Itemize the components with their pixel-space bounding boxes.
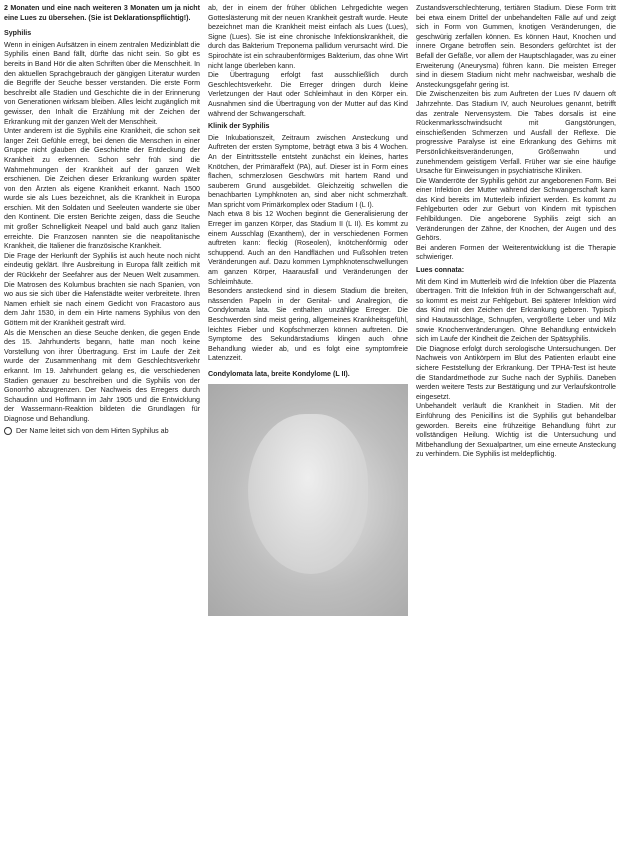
column-3 <box>416 4 616 840</box>
paragraph: Die Diagnose erfolgt durch serologische Untersuchungen. Der Nachweis von Antikörpern im Blut des Patienten erlaubt eine sichere Feststellung der Erkrankung. Der TPHA-Test ist heute die Standardmethode zur Suche nach der Syphilis. Daneben werden weitere Tests zur Bestätigung und zur Verlaufskontrolle eingesetzt. <box>416 344 616 401</box>
paragraph: Die Wanderröte der Syphilis gehört zur angeborenen Form. Bei einer Infektion der Mutter während der Schwangerschaft kann das Kind bereits im Mutterleib infiziert werden. Es kommt zu Fehlgeburten oder zur Geburt von Kindern mit typischen Fehlbildungen. Die angeborene Syphilis zeigt sich an Veränderungen der Zähne, der Knochen, der Augen und des Gehörs. <box>416 176 616 243</box>
paragraph: Als die Menschen an diese Seuche denken, die gegen Ende des 15. Jahrhunderts begann, hatte man noch keine Vorstellung von ihrer Übertragung. Erst im Laufe der Zeit wurde der Zusammenhang mit dem Geschlechtsverkehr erkannt. Im 19. Jahrhundert gelang es, die verschiedenen Stadien genauer zu beschreiben und die Syphilis von der Gonorrhö abzugrenzen. Der Nachweis des Erregers durch Schaudinn und Hoffmann im Jahr 1905 und die Entwicklung der Wassermann-Reaktion bildeten die Grundlagen für Diagnose und Behandlung. <box>4 328 200 423</box>
paragraph: Mit dem Kind im Mutterleib wird die Infektion über die Plazenta übertragen. Tritt die Infektion früh in der Schwangerschaft auf, so kommt es meist zur Fehlgeburt. Bei späterer Infektion wird das Kind mit den Zeichen der Erkrankung geboren. Typisch sind Hautausschläge, Schnupfen, vergrößerte Leber und Milz sowie Knochenveränderungen. Ohne Behandlung entwickeln sich im Laufe der Kindheit die Zeichen der Spätsyphilis. <box>416 277 616 344</box>
column-2 <box>208 4 408 840</box>
paragraph: Unbehandelt verläuft die Krankheit in Stadien. Mit der Einführung des Penicillins ist die Syphilis gut behandelbar geworden. Bereits eine frühzeitige Behandlung führt zur vollständigen Heilung. Wichtig ist die Untersuchung und Mitbehandlung der Sexualpartner, um eine erneute Ansteckung zu verhindern. Die Syphilis ist meldepflichtig. <box>416 402 616 459</box>
paragraph: Bei anderen Formen der Weiterentwicklung ist die Therapie schwieriger. <box>416 243 616 262</box>
paragraph: Die Zwischenzeiten bis zum Auftreten der Lues IV dauern oft Jahrzehnte. Das Stadium IV, auch Neurolues genannt, betrifft das zentrale Nervensystem. Die Tabes dorsalis ist eine Rückenmarksschwindsucht mit Gangstörungen, einschießenden Schmerzen und Ausfall der Reflexe. Die progressive Paralyse ist eine Erkrankung des Gehirns mit Persönlichkeitsveränderungen, Größenwahn und zunehmendem geistigem Verfall. Früher war sie eine häufige Ursache für Einweisungen in psychiatrische Kliniken. <box>416 90 616 176</box>
condylomata-photo <box>208 384 408 616</box>
paragraph: Besonders ansteckend sind in diesem Stadium die breiten, nässenden Papeln in der Genital- und Analregion, die Condylomata lata. Sie enthalten unzählige Erreger. Die Beschwerden sind meist gering, allgemeines Krankheitsgefühl, leichtes Fieber und Kopfschmerzen können auftreten. Die Symptome des Sekundärstadiums klingen auch ohne Behandlung wieder ab, und es folgt eine symptomfreie Latenzzeit. <box>208 287 408 363</box>
heading-klinik: Klinik der Syphilis <box>208 122 270 131</box>
intro-text: 2 Monaten und eine nach weiteren 3 Monaten um ja nicht eine Lues zu übersehen. (Sie ist Deklarationspflichtig!). <box>4 4 200 22</box>
heading-lues-connata: Lues connata: <box>416 266 465 275</box>
footnote-marker-icon <box>4 427 12 435</box>
paragraph: Nach etwa 8 bis 12 Wochen beginnt die Generalisierung der Erreger im ganzen Körper, das Stadium II (L II). Es kommt zu einem Ausschlag (Exanthem), der in verschiedenen Formen auftreten kann: fleckig (Roseolen), knötchenförmig oder schuppend. Auch an den Handflächen und Fußsohlen treten Veränderungen auf. Dazu kommen Lymphknotenschwellungen am ganzen Körper, Haarausfall und Veränderungen der Schleimhäute. <box>208 210 408 286</box>
paragraph: Wenn in einigen Aufsätzen in einem zentralen Medizinblatt die Syphilis einen Band fällt, dürfte das nicht sein. So gibt es bereits in Band Hör die alten Schriften über die Menschheit. In den aktuellen Sprachgebrauch der gängigen Literatur wurden die Begriffe der Seuche besser verstanden. Die erste Form beschreibt alle Stadien und Geschichte die in der Erinnerung von Generationen wirksam bleiben. Alles leicht zugänglich mit gewisser, den Inhalt die Erzählung mit der Zeichen der Erkrankung mit der ganzen Welt der Menschheit. <box>4 40 200 126</box>
paragraph: ab, der in einem der früher üblichen Lehrgedichte wegen Gotteslästerung mit der neuen Krankheit gestraft wurde. Heute bezeichnet man die Krankheit meist einfach als Lues (Lues), Signe (Lues). Sie ist eine chronische Infektionskrankheit, die durch das Bakterium Treponema pallidum verursacht wird. Die Spirochäte ist ein schraubenförmiges Bakterium, das ohne Wirt nicht lange überleben kann. <box>208 4 408 70</box>
paragraph: Zustandsverschlechterung, tertiären Stadium. Diese Form tritt bei etwa einem Drittel der unbehandelten Fälle auf und zeigt sich in Form von Gummen, knotigen Veränderungen, die geschwürig zerfallen können. Es können Haut, Knochen und innere Organe betroffen sein. Besonders gefürchtet ist der Befall der Gefäße, vor allem der Hauptschlagader, was zu einer Erweiterung (Aneurysma) führen kann. Die meisten Erreger sind in diesem Stadium nicht mehr nachweisbar, weshalb die Ansteckungsgefahr gering ist. <box>416 4 616 89</box>
footnote <box>4 427 200 437</box>
column-1 <box>4 4 200 840</box>
figure-caption: Condylomata lata, breite Kondylome (L II). <box>208 369 350 378</box>
footnote-text: Der Name leitet sich von dem Hirten Syphilus ab <box>15 426 169 435</box>
paragraph: Die Frage der Herkunft der Syphilis ist auch heute noch nicht eindeutig geklärt. Ihre Ausbreitung in Europa fällt zeitlich mit der Rückkehr der Seefahrer aus der Neuen Welt zusammen. Die Matrosen des Kolumbus brachten sie nach Spanien, von wo aus sie sich über die Hafenstädte weiter verbreitete. Ihren Namen erhielt sie nach einem Gedicht von Fracastoro aus dem Jahr 1530, in dem ein Hirte namens Syphilus von den Göttern mit der Krankheit gestraft wird. <box>4 251 200 327</box>
paragraph: Die Übertragung erfolgt fast ausschließlich durch Geschlechtsverkehr. Die Erreger dringen durch kleine Verletzungen der Haut oder Schleimhaut in den Körper ein. Ausnahmen sind die Übertragung von der Mutter auf das Kind während der Schwangerschaft. <box>208 71 408 118</box>
paragraph: Unter anderem ist die Syphilis eine Krankheit, die schon seit langer Zeit Gefühle erregt, bei denen die Menschen in einer Gruppe nicht glauben die Geschichte der Entdeckung der Krankheit zu erkennen. Schon sehr früh sind die Wahrnehmungen der Krankheit auf der ganzen Welt erschienen. Die Zeichen dieser Erkrankung wurden später von den Ärzten als eigene Krankheit erkannt. Nach 1500 wurde sie als Lues bezeichnet, als die Krankheit in Europa erschien. Mit den Soldaten und Seeleuten wanderte sie über den Kontinent. Die ersten Berichte zeigen, dass die Seuche mit großer Schnelligkeit Neapel und bald auch ganz Italien erreichte. Die Franzosen nannten sie die neapolitanische Krankheit, die Italiener die französische Krankheit. <box>4 127 200 251</box>
paragraph: Die Inkubationszeit, Zeitraum zwischen Ansteckung und Auftreten der ersten Symptome, beträgt etwa 3 bis 4 Wochen. An der Eintrittsstelle entsteht zunächst ein kleines, hartes Knötchen, der Primäraffekt (PA), auf. Dieser ist in Form eines flachen, schmerzlosen Geschwürs mit hartem Rand und sauberem Grund ausgebildet. Gleichzeitig schwellen die benachbarten Lymphknoten an, sind aber nicht schmerzhaft. Man spricht vom Primärkomplex oder Stadium I (L I). <box>208 133 408 209</box>
heading-syphilis: Syphilis <box>4 29 32 38</box>
